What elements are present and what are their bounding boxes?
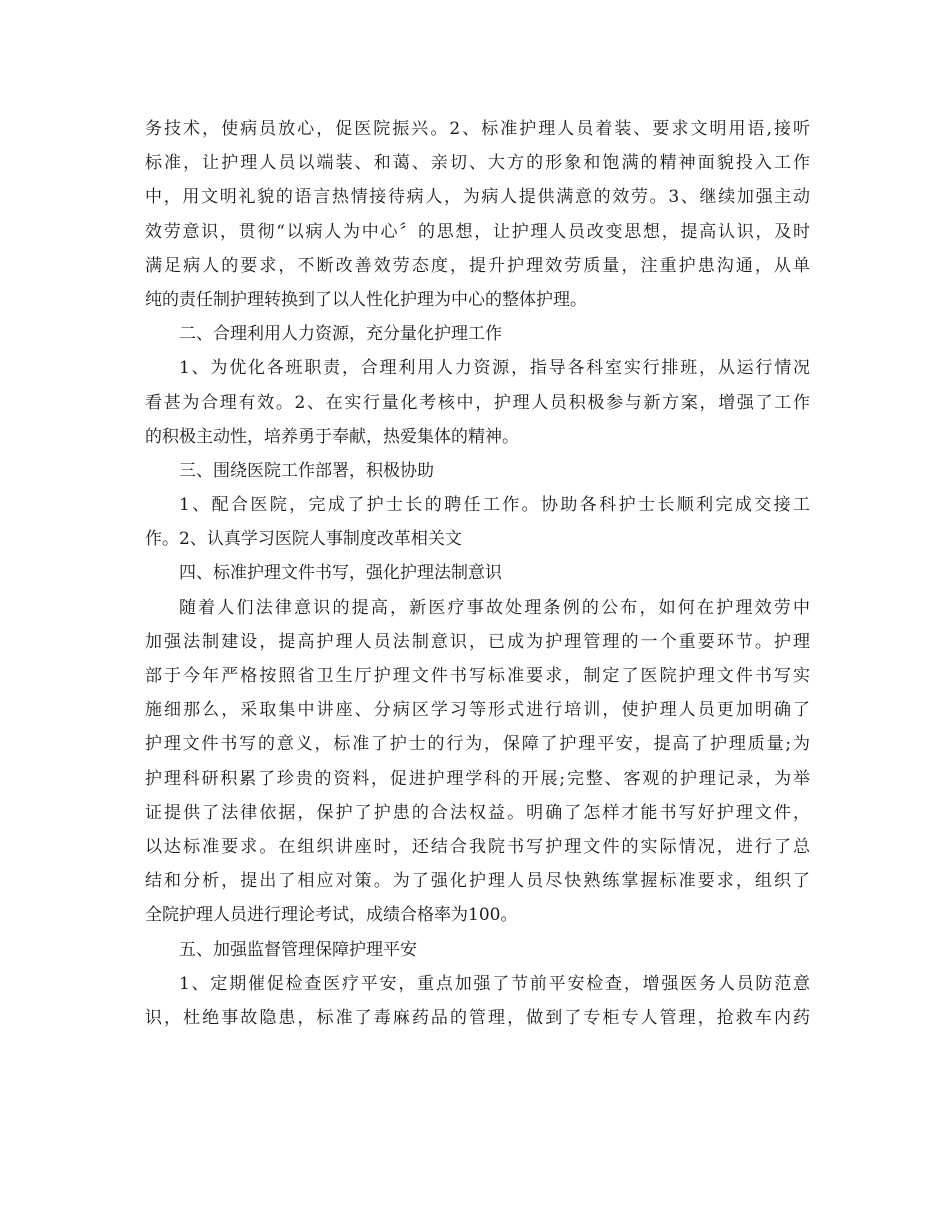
text-line: 二、合理利用人力资源，充分量化护理工作 xyxy=(179,324,502,345)
text-line: 加强法制建设，提高护理人员法制意识，已成为护理管理的一个重要环节。护理 xyxy=(145,631,810,652)
text-line: 效劳意识，贯彻“以病人为中心〞的思想，让护理人员改变思想，提高认识，及时 xyxy=(145,221,810,242)
text-line: 1、为优化各班职责，合理利用人力资源，指导各科室实行排班，从运行情况 xyxy=(179,358,810,379)
text-line: 务技术，使病员放心，促医院振兴。2、标准护理人员着装、要求文明用语,接听 xyxy=(145,119,810,139)
text-line: 的积极主动性，培养勇于奉献，热爱集体的精神。 xyxy=(145,426,519,447)
text-line: 五、加强监督管理保障护理平安 xyxy=(179,939,417,960)
text-line: 证提供了法律依据，保护了护患的合法权益。明确了怎样才能书写好护理文件， xyxy=(145,802,810,823)
text-line: 三、围绕医院工作部署，积极协助 xyxy=(179,460,434,481)
text-line: 施细那么，采取集中讲座、分病区学习等形式进行培训，使护理人员更加明确了 xyxy=(145,700,810,721)
text-line: 1、配合医院，完成了护士长的聘任工作。协助各科护士长顺利完成交接工 xyxy=(179,495,810,516)
text-line: 作。2、认真学习医院人事制度改革相关文 xyxy=(145,529,462,550)
text-line: 全院护理人员进行理论考试，成绩合格率为100。 xyxy=(145,905,518,926)
text-line: 标准，让护理人员以端装、和蔼、亲切、大方的形象和饱满的精神面貌投入工作 xyxy=(145,153,810,174)
text-line: 护理文件书写的意义，标准了护士的行为，保障了护理平安，提高了护理质量;为 xyxy=(145,734,810,755)
text-line: 以达标准要求。在组织讲座时，还结合我院书写护理文件的实际情况，进行了总 xyxy=(145,836,810,857)
text-line: 部于今年严格按照省卫生厅护理文件书写标准要求，制定了医院护理文件书写实 xyxy=(145,666,810,686)
text-line: 随着人们法律意识的提高，新医疗事故处理条例的公布，如何在护理效劳中 xyxy=(179,597,810,618)
text-line: 结和分析，提出了相应对策。为了强化护理人员尽快熟练掌握标准要求，组织了 xyxy=(145,871,810,892)
text-line: 看甚为合理有效。2、在实行量化考核中，护理人员积极参与新方案，增强了工作 xyxy=(145,392,810,413)
text-line: 1、定期催促检查医疗平安，重点加强了节前平安检查，增强医务人员防范意 xyxy=(179,973,810,994)
text-line: 四、标准护理文件书写，强化护理法制意识 xyxy=(179,563,502,584)
text-line: 护理科研积累了珍贵的资料，促进护理学科的开展;完整、客观的护理记录，为举 xyxy=(145,768,810,789)
text-line: 纯的责任制护理转换到了以人性化护理为中心的整体护理。 xyxy=(145,289,587,310)
document-page xyxy=(145,112,810,1035)
text-line: 中，用文明礼貌的语言热情接待病人，为病人提供满意的效劳。3、继续加强主动 xyxy=(145,187,810,208)
text-line: 满足病人的要求，不断改善效劳态度，提升护理效劳质量，注重护患沟通，从单 xyxy=(145,255,810,276)
text-line: 识，杜绝事故隐患，标准了毒麻药品的管理，做到了专柜专人管理，抢救车内药 xyxy=(145,1007,810,1028)
